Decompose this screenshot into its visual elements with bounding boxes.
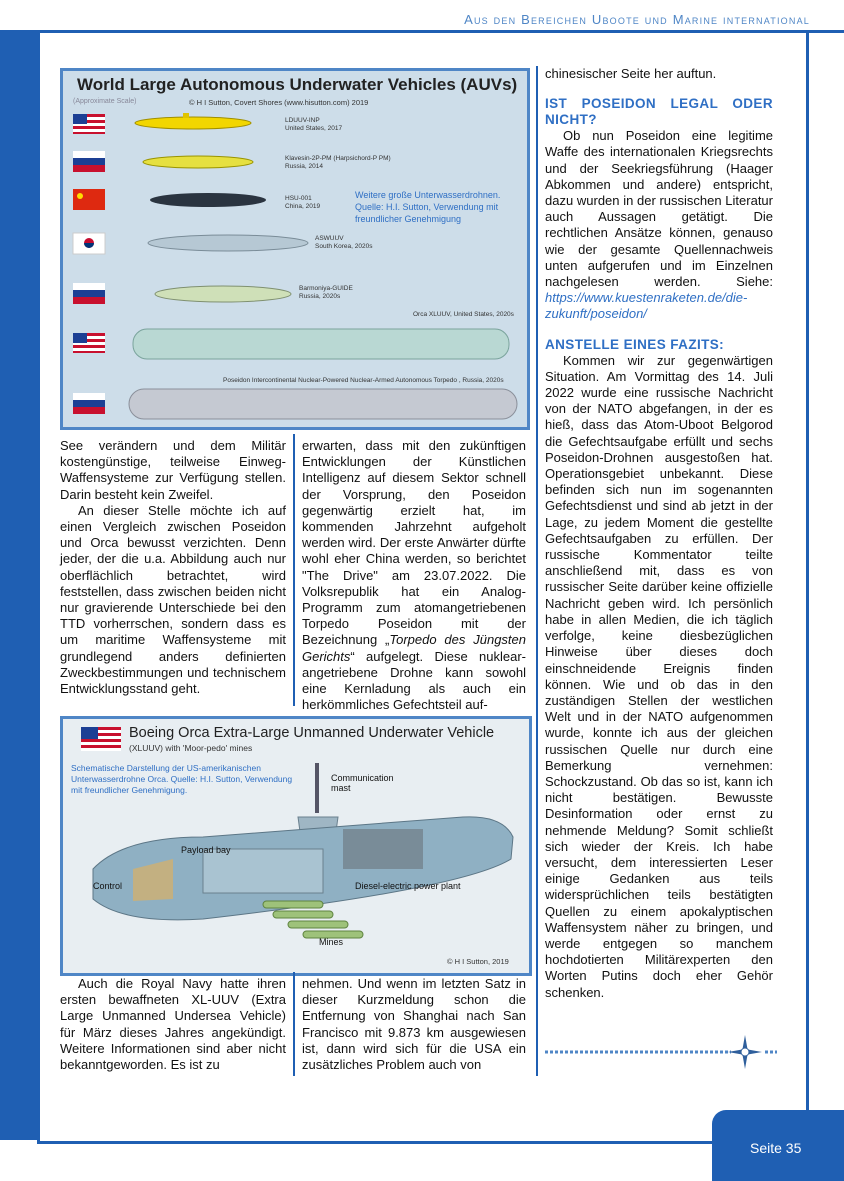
column-2-bottom xyxy=(302,976,526,1073)
aswuuv-hull xyxy=(148,235,308,251)
orca-hull xyxy=(133,329,509,359)
label-diesel-electric-plant: Diesel-electric power plant xyxy=(355,881,461,891)
vehicle-label: Orca XLUUV, United States, 2020s xyxy=(413,311,514,318)
label-communication-mast: Communication mast xyxy=(331,773,394,793)
orca-cutaway-illustration xyxy=(63,719,529,973)
paragraph: Auch die Royal Navy hatte ihren ersten bewaffneten XL-UUV (Extra Large Unmanned Undersea Vehicle) für März dieses Jahres angekündigt. Weitere Informationen sind aber nicht bekanntgeworden. Es ist zu xyxy=(60,976,286,1073)
us-flag-icon xyxy=(73,114,105,134)
vehicle-label: LDUUV-INP United States, 2017 xyxy=(285,117,343,132)
section-heading: ANSTELLE EINES FAZITS: xyxy=(545,336,725,352)
vehicle-label: Poseidon Intercontinental Nuclear-Powered Nuclear-Armed Autonomous Torpedo , Russia, 2020s xyxy=(223,377,504,384)
ldauv-hull xyxy=(135,117,251,129)
compass-rose-ornament xyxy=(545,1032,777,1072)
russia-flag-icon xyxy=(73,151,105,172)
column-rule xyxy=(536,66,538,1076)
vehicle-label: HSU-001 China, 2019 xyxy=(285,195,321,210)
korea-flag-icon xyxy=(73,233,105,254)
paragraph: Ob nun Poseidon eine legitime Waffe des internationalen Kriegsrechts und der Seekriegsführung (Haager Abkommen und andere) entspricht, dazu wurden in der russischen Literatur auch Aussagen getätigt. Die rechtlichen Ansätze können, genauso wie der gesamte Quellennachweis unten aufgerufen und im Einzelnen nachgelesen werden. Siehe: https://www.kuestenraketen.de/die-zukunft/poseidon/ xyxy=(545,128,773,322)
vehicle-label: Barmoniya-GUIDE Russia, 2020s xyxy=(299,285,353,300)
figure1-credit: © H I Sutton, Covert Shores (www.hisutton.com) 2019 xyxy=(189,98,369,107)
figure-orca-schematic xyxy=(60,716,532,976)
column-rule xyxy=(293,434,295,706)
label-payload-bay: Payload bay xyxy=(181,845,231,855)
klavesin-hull xyxy=(143,156,253,168)
russia-flag-icon xyxy=(73,283,105,304)
paragraph: erwarten, dass mit den zukünftigen Entwicklungen der Künstlichen Intelligenz auf diesem Sektor schnell der Vorsprung, den Poseidon gegenwärtig erzielt hat, im kommenden Jahrzehnt aufgeholt werden wird. Der erste Anwärter dürfte wohl eher China werden, so berichtet "The Drive" am 23.07.2022. Die Volksrepublik hat ein Analog-Programm zum atomangetriebenen Torpedo Poseidon mit der Bezeichnung „Torpedo des Jüngsten Gerichts“ aufgelegt. Diese nuklear-angetriebene Drohne kann sowohl eine Kernladung als auch ein herkömmliches Gefechtsteil auf- xyxy=(302,438,526,713)
left-margin-band xyxy=(0,30,37,1140)
mine-icon xyxy=(263,901,363,938)
poseidon-hull xyxy=(129,389,517,419)
label-mines: Mines xyxy=(319,937,344,947)
china-flag-icon xyxy=(73,189,105,210)
source-link[interactable]: https://www.kuestenraketen.de/die-zukunft/poseidon/ xyxy=(545,290,748,322)
section-title: Aus den Bereichen Uboote und Marine international xyxy=(464,12,810,27)
figure1-caption: Weitere große Unterwasserdrohnen. Quelle: H.I. Sutton, Verwendung mit freundlicher Genehmigung xyxy=(355,190,501,224)
page-number: Seite 35 xyxy=(750,1140,802,1156)
column-2-middle xyxy=(302,438,526,713)
russia-flag-icon xyxy=(73,393,105,414)
label-control: Control xyxy=(93,881,123,891)
figure-auv-comparison xyxy=(60,68,530,430)
vehicle-label: ASWUUV South Korea, 2020s xyxy=(315,235,373,250)
vehicle-label: Klavesin-2P-PM (Harpsichord-P PM) Russia, 2014 xyxy=(285,155,391,170)
paragraph: Kommen wir zur gegenwärtigen Situation. Am Vormittag des 14. Juli 2022 wurde eine russische Nachricht von der NATO abgefangen, in der es hieß, dass das Atom-Uboot Belgorod die Gefechtsaufgabe erfüllt und sechs Poseidon-Drohnen ausgestoßen hat. Operationsgebiet unbekannt. Diese befinden sich nun im sogenannten Gefechtsdienst und sind ab jetzt in der Lage, zu jedem Moment die gestellte Gefechtsaufgaben zu erfüllen. Der russische Kommentator teilte anschließend mit, dass es von russischer Seite darüber keine offizielle Nachricht geben wird. Ich persönlich habe in allen Medien, die ich täglich verfolge, keine diesbezüglichen Hinweise über dieses doch einschneidende Ereignis finden können. Wie und ob das in den zuständigen Stellen der westlichen Welt und in der NATO aufgenommen wurde, konnte ich aus der gleichen russischen Quelle nur durch eine Bemerkung vernehmen: Schockzustand. Ob das so ist, kann ich nicht bestätigen. Bewusste Desinformation oder ernst zu nehmende Meldung? Somit schließt sich wieder der Kreis. Ich habe versucht, dem interessierten Leser einige Gedanken aus teils widersprüchlichen teils bestätigten Quellen zu einem apokalyptischen Waffensystem näher zu bringen, und werde entgegen so manchem hochdotierten Militärexperten den Worten Putins doch eher Gehör schenken. xyxy=(545,352,773,1000)
hsu-hull xyxy=(150,193,266,207)
barmoniya-hull xyxy=(155,286,291,302)
paragraph: An dieser Stelle möchte ich auf einen Vergleich zwischen Poseidon und Orca bewusst verzichten. Denn jeder, der die u.a. Abbildung auch nur oberflächlich betrachtet, wird feststellen, dass zwischen beiden nicht nur gravierende Unterschiede bei den TTD vorherrschen, sondern dass es um maritime Waffensysteme mit grundlegend anders definierten Zweckbestimmungen und technischem Entwicklungsstand geht. xyxy=(60,502,286,697)
section-heading: IST POSEIDON LEGAL ODER NICHT? xyxy=(545,96,773,128)
compass-icon xyxy=(728,1035,762,1069)
figure2-title: Boeing Orca Extra-Large Unmanned Underwater Vehicle xyxy=(129,725,495,741)
column-1-bottom xyxy=(60,976,286,1073)
us-flag-icon xyxy=(73,333,105,353)
figure1-title: World Large Autonomous Underwater Vehicles (AUVs) xyxy=(77,75,518,94)
column-1-middle xyxy=(60,438,286,697)
figure1-scale-note: (Approximate Scale) xyxy=(73,98,137,105)
figure2-credit: © H I Sutton, 2019 xyxy=(447,957,509,966)
paragraph: nehmen. Und wenn im letzten Satz in dieser Kurzmeldung schon die Entfernung von Shanghai nach San Francisco mit 9.873 km ausgewiesen ist, dann wird sich für die USA ein zusätzliches Problem auch von xyxy=(302,976,526,1073)
figure2-caption: Schematische Darstellung der US-amerikanischen Unterwasserdrohne Orca. Quelle: H.I. Sutton, Verwendung mit freundlicher Genehmigung. xyxy=(71,763,293,795)
column-3 xyxy=(545,66,773,1001)
column-rule xyxy=(293,972,295,1076)
figure2-subtitle: (XLUUV) with 'Moor-pedo' mines xyxy=(129,743,253,753)
paragraph: See verändern und dem Militär kostengünstige, teilweise Einweg-Waffensysteme zur Verfügung stellen. Darin besteht kein Zweifel. xyxy=(60,438,286,502)
paragraph: chinesischer Seite her auftun. xyxy=(545,66,717,81)
